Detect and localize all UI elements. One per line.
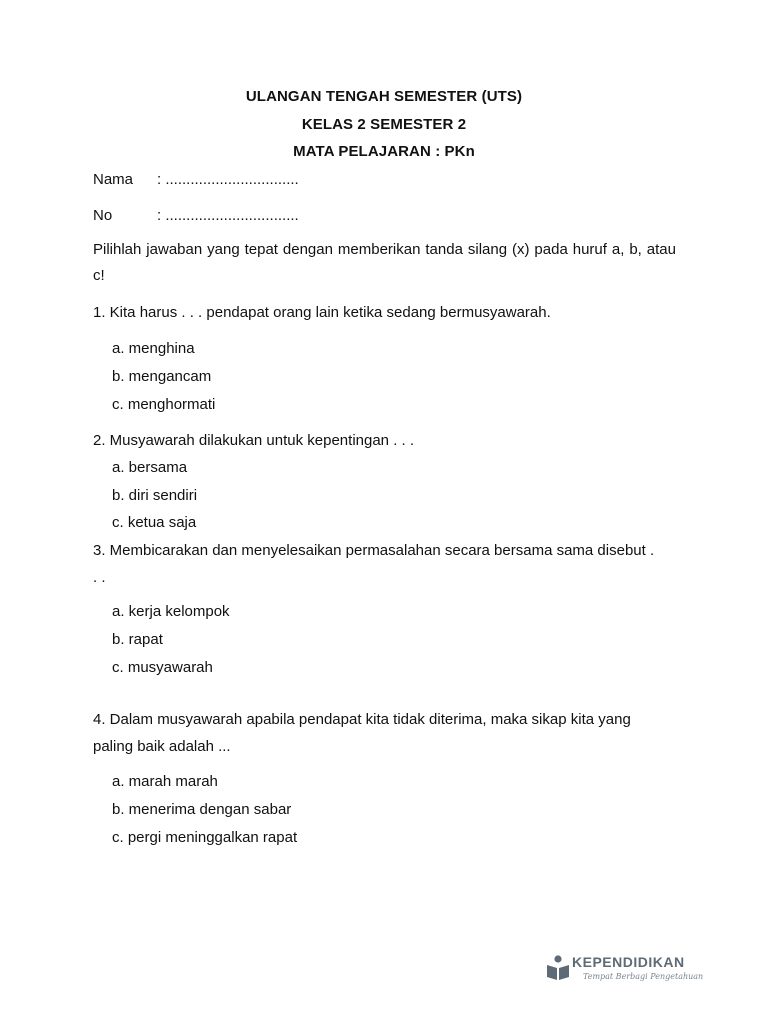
q2-option-c[interactable]: c. ketua saja — [112, 514, 197, 531]
exam-title: ULANGAN TENGAH SEMESTER (UTS) — [245, 88, 523, 105]
number-label: No — [93, 207, 113, 224]
question-3-line-2: . . — [93, 569, 106, 586]
q3-option-a[interactable]: a. kerja kelompok — [112, 603, 230, 620]
question-3-line-1: 3. Membicarakan dan menyelesaikan permasalahan secara bersama sama disebut . — [93, 542, 655, 559]
q4-option-c[interactable]: c. pergi meninggalkan rapat — [112, 829, 298, 846]
name-field[interactable]: : ................................ — [157, 171, 299, 188]
question-1: 1. Kita harus . . . pendapat orang lain ketika sedang bermusyawarah. — [93, 304, 551, 321]
watermark-logo — [545, 952, 704, 988]
q2-option-b[interactable]: b. diri sendiri — [112, 487, 198, 504]
subject-heading: MATA PELAJARAN : PKn — [293, 143, 475, 160]
name-label: Nama — [93, 171, 134, 188]
q1-option-c[interactable]: c. menghormati — [112, 396, 216, 413]
q1-option-b[interactable]: b. mengancam — [112, 368, 212, 385]
book-person-icon — [545, 954, 571, 982]
number-field[interactable]: : ................................ — [157, 207, 299, 224]
question-4-line-2: paling baik adalah ... — [93, 738, 231, 755]
q2-option-a[interactable]: a. bersama — [112, 459, 188, 476]
watermark-brand: KEPENDIDIKAN — [572, 954, 685, 970]
q4-option-b[interactable]: b. menerima dengan sabar — [112, 801, 292, 818]
question-2: 2. Musyawarah dilakukan untuk kepentingan . . . — [93, 432, 415, 449]
question-4-line-1: 4. Dalam musyawarah apabila pendapat kita tidak diterima, maka sikap kita yang — [93, 711, 631, 728]
q1-option-a[interactable]: a. menghina — [112, 340, 195, 357]
watermark-tagline: Tempat Berbagi Pengetahuan — [583, 972, 704, 981]
instruction-text: Pilihlah jawaban yang tepat dengan memberikan tanda silang (x) pada huruf a, b, atau c! — [93, 241, 676, 284]
class-semester-heading: KELAS 2 SEMESTER 2 — [301, 116, 467, 133]
q3-option-c[interactable]: c. musyawarah — [112, 659, 213, 676]
q4-option-a[interactable]: a. marah marah — [112, 773, 218, 790]
q3-option-b[interactable]: b. rapat — [112, 631, 163, 648]
